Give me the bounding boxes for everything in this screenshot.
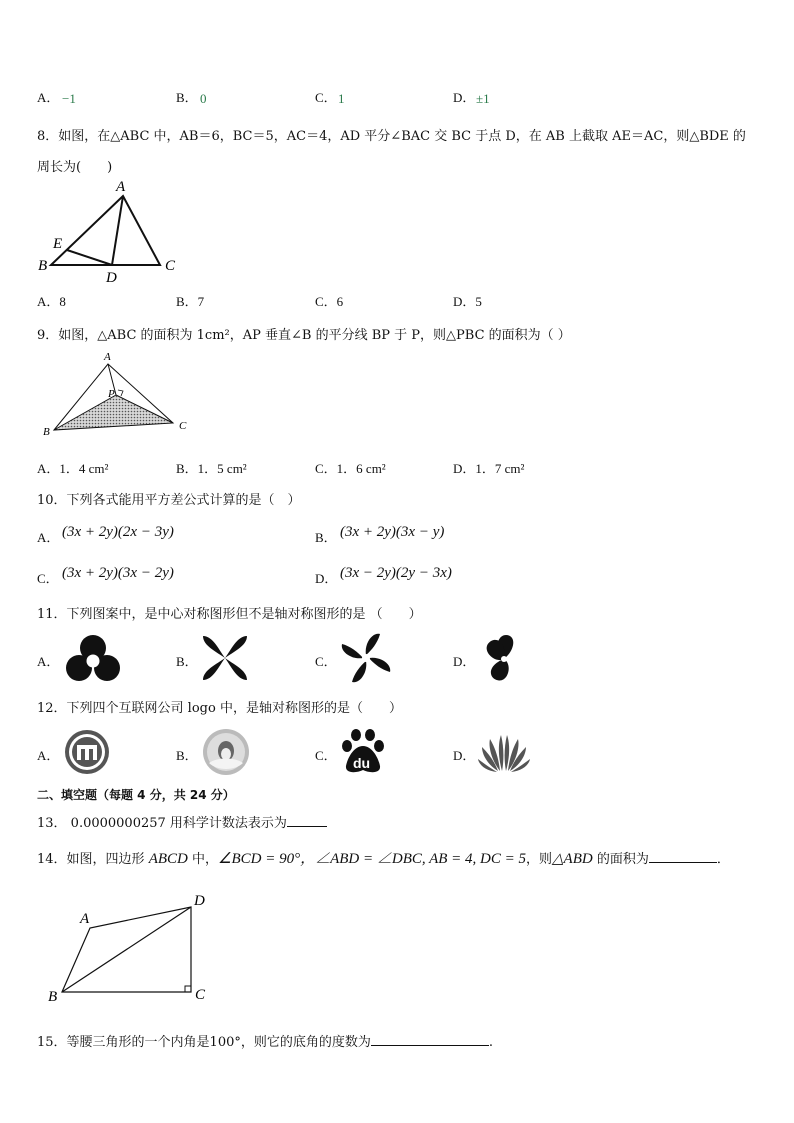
q8-option-b xyxy=(176,291,204,310)
q9-option-d xyxy=(453,458,524,477)
q9-option-c xyxy=(315,458,386,477)
q14-label-b: B xyxy=(48,989,58,1005)
q9-stem: 9．如图，△ABC 的面积为 1cm²，AP 垂直∠B 的平分线 BP 于 P，则△PBC 的面积为（ ） xyxy=(37,328,571,343)
q7-option-b-value: 0 xyxy=(200,91,207,106)
q12-option-c-letter: C． xyxy=(315,748,337,763)
q14-stem xyxy=(37,847,730,868)
q14-mid1: 中， xyxy=(187,852,218,867)
q7-option-c-value: 1 xyxy=(338,91,345,106)
q9-option-a xyxy=(37,458,108,477)
q9-option-c-letter: C． xyxy=(315,461,337,476)
q10-option-a-value: (3x + 2y)(2x − 3y) xyxy=(62,524,174,540)
q13-text: 13． 0.0000000257 用科学计数法表示为 xyxy=(37,816,287,831)
q11-option-d-letter: D． xyxy=(453,654,476,669)
q7-option-d-value: ±1 xyxy=(476,91,490,106)
q9-option-d-letter: D． xyxy=(453,461,476,476)
penguin-logo-icon xyxy=(201,727,251,777)
q8-option-a-value: 8 xyxy=(59,294,66,309)
q15-answer-blank[interactable] xyxy=(371,1033,489,1046)
baidu-paw-logo-icon xyxy=(339,728,387,776)
maxthon-logo-icon xyxy=(62,728,112,776)
q14-label-d: D xyxy=(194,893,205,909)
q8-option-d-letter: D． xyxy=(453,294,476,309)
q8-label-b: B xyxy=(38,258,48,274)
q10-option-b-letter: B． xyxy=(315,530,337,545)
q14-cond2: ∠ABD = ∠DBC, AB = 4, DC = 5 xyxy=(315,851,526,867)
q8-label-e: E xyxy=(53,236,63,252)
q8-option-a-letter: A． xyxy=(37,294,60,309)
q15-end: . xyxy=(488,1035,493,1050)
q7-option-c-letter: C． xyxy=(315,90,337,105)
q8-option-c xyxy=(315,291,343,310)
four-petal-icon xyxy=(202,635,248,681)
q14-prefix: 14．如图，四边形 xyxy=(37,852,149,867)
q9-option-a-letter: A． xyxy=(37,461,60,476)
q9-option-d-value: 1．7 cm² xyxy=(475,461,525,476)
q7-option-b-letter: B． xyxy=(176,90,198,105)
q15-text: 15．等腰三角形的一个内角是100°，则它的底角的度数为 xyxy=(37,1035,371,1050)
q9-label-p: P xyxy=(108,388,115,400)
q9-option-b xyxy=(176,458,247,477)
q14-suffix: 的面积为 xyxy=(592,852,649,867)
q8-option-b-letter: B． xyxy=(176,294,198,309)
q12-option-d-letter: D． xyxy=(453,748,476,763)
q14-quad: ABCD xyxy=(148,851,188,867)
q11-option-a-letter: A． xyxy=(37,654,60,669)
q14-label-c: C xyxy=(195,987,206,1003)
q10-option-a-letter: A． xyxy=(37,530,60,545)
huawei-logo-icon xyxy=(477,731,531,773)
q10-stem: 10．下列各式能用平方差公式计算的是（ ） xyxy=(37,493,301,508)
q9-option-c-value: 1．6 cm² xyxy=(336,461,386,476)
q9-option-b-value: 1．5 cm² xyxy=(197,461,247,476)
q7-option-a-letter: A． xyxy=(37,90,60,105)
q14-mid2: ，则 xyxy=(526,852,553,867)
q8-option-c-value: 6 xyxy=(336,294,344,309)
q11-stem: 11．下列图案中，是中心对称图形但不是轴对称图形的是 （ ） xyxy=(37,607,422,622)
q8-stem-line2: 周长为( ) xyxy=(37,160,113,175)
q10-option-d-letter: D． xyxy=(315,571,338,586)
q10-option-b-value: (3x + 2y)(3x − y) xyxy=(340,524,445,540)
q9-triangle-figure xyxy=(40,350,200,440)
q9-label-c: C xyxy=(179,420,187,432)
q14-answer-blank[interactable] xyxy=(649,850,717,863)
q12-option-b-letter: B． xyxy=(176,748,198,763)
q13-stem xyxy=(37,812,327,831)
q10-option-c-letter: C． xyxy=(37,571,59,586)
q14-label-a: A xyxy=(80,911,90,927)
q9-option-a-value: 1．4 cm² xyxy=(59,461,109,476)
q8-option-b-value: 7 xyxy=(197,294,205,309)
section2-heading: 二、填空题（每题 4 分，共 24 分） xyxy=(37,788,235,802)
q11-option-b-letter: B． xyxy=(176,654,198,669)
baidu-du-text: du xyxy=(353,755,371,771)
q8-label-a: A xyxy=(116,179,126,195)
q14-quadrilateral-figure xyxy=(44,888,224,1008)
pinwheel-icon xyxy=(339,631,393,685)
q14-cond1: ∠BCD = 90°， xyxy=(218,851,316,867)
q8-option-c-letter: C． xyxy=(315,294,337,309)
q9-label-b: B xyxy=(43,426,50,438)
q8-label-c: C xyxy=(165,258,176,274)
q13-answer-blank[interactable] xyxy=(287,814,327,827)
q8-option-d-value: 5 xyxy=(475,294,482,309)
q12-option-a-letter: A． xyxy=(37,748,60,763)
q7-option-d-letter: D． xyxy=(453,90,476,105)
q9-label-a: A xyxy=(104,351,111,363)
q8-stem-line1: 8．如图，在△ABC 中，AB＝6，BC＝5，AC＝4，AD 平分∠BAC 交 BC 于点 D，在 AB 上截取 AE＝AC，则△BDE 的 xyxy=(37,129,746,144)
q10-option-d-value: (3x − 2y)(2y − 3x) xyxy=(340,565,452,581)
q12-stem: 12．下列四个互联网公司 logo 中，是轴对称图形的是（ ） xyxy=(37,701,402,716)
q9-option-b-letter: B． xyxy=(176,461,198,476)
q10-option-c-value: (3x + 2y)(3x − 2y) xyxy=(62,565,174,581)
q14-tri: △ABD xyxy=(552,851,593,867)
trefoil-circles-icon xyxy=(65,634,121,684)
q11-option-c-letter: C． xyxy=(315,654,337,669)
q8-triangle-figure xyxy=(36,178,186,286)
q7-option-a-value: −1 xyxy=(62,91,76,106)
q8-option-d xyxy=(453,291,482,310)
q15-stem xyxy=(37,1031,493,1050)
q8-option-a xyxy=(37,291,66,310)
q14-end: ． xyxy=(716,852,730,867)
q8-label-d: D xyxy=(106,270,117,286)
three-loop-icon xyxy=(477,631,531,685)
